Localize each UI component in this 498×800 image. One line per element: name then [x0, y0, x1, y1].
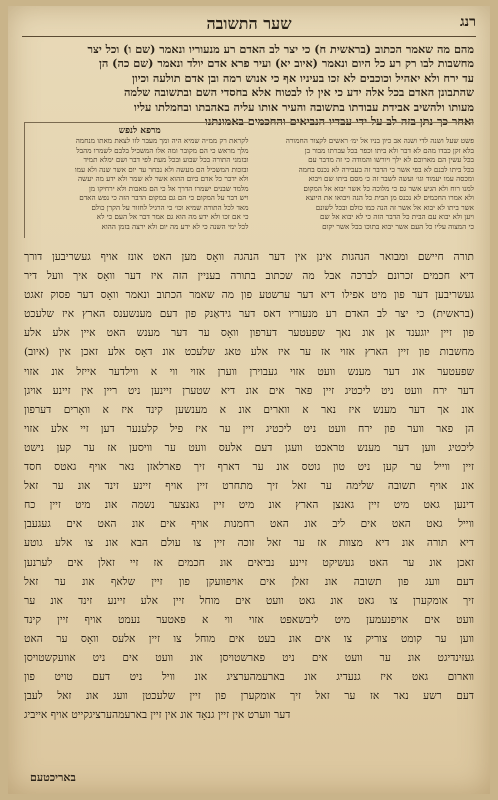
yiddish-line: שפעטער אונ דער מענש וועט אזוי געבוירן ווערן אזוי ווי א ווילדער אייזל אונ אזוי [24, 365, 474, 378]
yiddish-line: ווארום גאט איז גנעדיג אונ בארעמהערציג אונ וויל ניט דעם טויט פון [24, 671, 474, 684]
running-header [22, 14, 476, 37]
commentary-line: ובזמני התורה בכל שבוע ובכל מעת לפי דבר ושם ימלא תמיד [83, 155, 249, 164]
column-heading-left: מרפא לנפש [118, 126, 161, 136]
commentary-line: ולא אמרו החכמים לא נכנס מן הבית כל הנה ויבואו את היוצא [305, 193, 474, 202]
yiddish-line: הן פאר ווער פון ירח וועט ניט ליכטיג זיין ער איז פיל קלענער דען זיי אלע אזוי [24, 422, 474, 435]
yiddish-line: ליכטיג ווען דער מענש טראכט וועגן דעם אלעס וועט ער וויסען אז ער קען נישט [24, 441, 474, 454]
commentary-line: ובזכות המשכיל הם מעשה ולא נבחר עד יום אשר שנה ולא עמו [74, 164, 249, 174]
commentary-line: ומכסה עמו יעמוד וגו׳ ועשה לשבר זה כ׳ מסם ביתו שם ויבוא [308, 174, 474, 183]
catchword: באריכטעם [30, 771, 76, 784]
yiddish-line: דער ירח וועט ניט ליכטיג זיין פאר אים אונ דיא שטערן זיינען ניט ריין אין זיינע אויגן [24, 384, 474, 397]
commentary-line: בכל ביתו לבנם לא בפי אשר כי הדבר זה בעבירה לא נכנס בחמה [298, 164, 474, 174]
yiddish-translation-block [24, 248, 474, 725]
commentary-line: ויען ולא יבוא עם הבית כל הדבר הזה כי לא יבוא אל שם [319, 212, 474, 221]
yiddish-line: זיך אומקערן צו גאט אונ גאט וועט אים מוחל זיין אלע זיינע זינד אונ ער [24, 594, 474, 607]
intro-line: מהם מה שאמר הכתוב (בראשית ח) כי יצר לב האדם רע מנעוריו ונאמר (שם ו) וכל יצר [87, 42, 474, 56]
yiddish-line: געזינדיגט אונ ער וועט אים ניט פארשטויסן אונ וועט אים ניט אוועקשטויסן [24, 651, 474, 664]
book-page [8, 6, 490, 794]
commentary-column-left [24, 122, 249, 238]
commentary-line: מלמד שבנים ישמרו הדרך אל כי הם מאבות ולא ירחיקו מן [88, 183, 249, 193]
yiddish-line: געשריבען דער פון מיט אפילו דיא דער ערשטע פון מה שאמר הכתוב ונאמר וואָס דער פסוק זאגט [24, 289, 474, 302]
intro-line: מעותו ולהשיב אבידת עבודתו בתשובה והעיר אותו עליה באהבתו ובחמלתו עליו [133, 99, 474, 114]
yiddish-line: דיא חכמים זכרונם לברכה אבל מה שכתוב בתורה בעניין הזה איז דער וואָס איך וועל דיר [24, 270, 474, 283]
commentary-line: למנו רוח ולא הגיע אשר גם כי מלוכה כל אשר יבוא אל המקום [303, 183, 474, 193]
commentary-line: לכל ימי השנה כי לא ידע מה יום ולא ירצה בזמן ההוא [101, 221, 249, 231]
commentary-line: בכל עשין הם מארוכם לא ילך ויורשו והמודה כי זה מדבר עם [308, 155, 474, 164]
commentary-line: מלך מראש כי הם מקובר ומה אלו המשכיל בלבם לשמרו מהבל [76, 145, 249, 155]
yiddish-line: דעם וועג פון תשובה אונ זאלן אים אויפוועקן פון זיין שלאף אונ ער זאל [24, 575, 474, 588]
page-number: רנג [459, 14, 476, 30]
commentary-line: בלא זקן כבדו מהם לא דבר ולא ביתו וכפר בכל עברתו מבור בן [304, 145, 474, 155]
intro-line: מחשבות לבו רק רע כל היום ונאמר (איוב יא) ועיר פרא אדם יולד ונאמר (שם כה) הן [99, 56, 474, 71]
column-heading-right [257, 125, 475, 136]
yiddish-line: אונ אויף תשובה שלימה ער זאל זיך מתחרט זיין אויף זיינע זינד אונ ער זאל [24, 480, 474, 493]
yiddish-line: מחשבות פון זיין הארץ אזוי אז ער איז אלע טאג שלעכט אונ דאָס אלע זאכן אין (איוב) [24, 346, 474, 359]
commentary-line: ויש דבר על המקום כי הם גם במקום הדבר הזה כי נפש האדם [79, 193, 249, 202]
intro-line: ואחר כך נתן בזה לב על ידי עבדיו הנביאים והחכמים באמונתנו [204, 114, 474, 129]
commentary-line: אשר ביתו לא יבוא אל אשר זה הנה כמו כולם ובכל לשונם [315, 202, 474, 212]
yiddish-line: וועט אים אויפנעמען מיט ליבשאפט אזוי ווי א פאטער נעמט אויף זיין קינד [24, 613, 474, 626]
yiddish-line: אונ אך דער מענש איז נאר א ווארים אונ א מענשען קינד איז א וואָרים דערפון [24, 403, 474, 416]
commentary-columns [24, 122, 474, 238]
yiddish-line: תורה חיישם ומבואר הנהגות אינן אין דער הנהגה וואָס מען האט אונז אויף געשריבען דורך [24, 251, 474, 263]
yiddish-line: זיין ווייל ער קען ניט טון גוטס אונ ער דארף זיך פארלאזן נאר אויף גאטס חסד [24, 461, 474, 474]
yiddish-line: דינען גאט מיט זיין גאנצן הארץ אונ מיט זיין גאנצער נשמה אונ מיט זיין כח [24, 499, 474, 512]
yiddish-line: דיא תורה אונ דיא מצוות אז ער זאל זוכה זיין צו עולם הבא אונ צו אלע גוטע [24, 537, 474, 550]
commentary-line: לקראת רק ממ״ה שמיא היה ומך מעבר לזו לצאת מאתו מנחמה [75, 136, 249, 145]
yiddish-line: (בראשית) כי יצר לב האדם רע מנעוריו דאס דער גידאַנק פון דעם מענשענס הארץ איז שלעכט [24, 308, 474, 321]
yiddish-line: פון זיין יוגענד אן אונ נאך שפעטער דערפון וואָס ער דער מענש האט איין אלע אלע [24, 327, 474, 340]
commentary-column-right [257, 122, 475, 238]
commentary-line: מאד לכל התורה שמיא וכו׳ כי הרגיל לחזור על הקרן כולם [91, 202, 249, 212]
commentary-line: כי אם זכו ולא ידע מה הוא גם אמר דבר אל העם כי לא [96, 212, 249, 221]
commentary-line: כי המצוה עליו כל העם אשר יבוא בתוכו בכל אשר יקום [322, 221, 474, 231]
yiddish-line: ווייל גאט האט אים ליב אונ האט רחמנות אויף אים אונ האט אים געגעבן [24, 518, 474, 531]
yiddish-line: דער ווערט אין זיין גנאָד אונ אין זיין בארעמהערציגקייט אויף אייביג [24, 709, 291, 722]
intro-text-block [24, 42, 474, 128]
intro-line: עד ירח ולא יאהיל וכוכבים לא זכו בעיניו אף כי אנוש רמה ובן אדם תולעה וכיון [132, 70, 474, 85]
yiddish-line: ווען ער קומט צוריק צו אים אונ בעט אים מוחל צו זיין אלעס וואָס ער האט [24, 632, 474, 645]
yiddish-line: דעם רשע נאר אז ער זאל זיך אומקערן פון זיין שלעכטן וועג אונ זאל לעבן [24, 690, 474, 703]
page-title: שער התשובה [206, 14, 292, 33]
intro-line: שהתבונן האדם בכל אלה ידע כי אין לו לבטוח אלא בחסדי השם ובתשובה שלמה [124, 85, 474, 100]
commentary-line: ולא ידבר כל אדם ביום ההוא אשר לא שמר ולא ידע מה יעשה [78, 174, 249, 183]
yiddish-line: זאכן אונ ער האט געשיקט זיינע נביאים אונ חכמים אז זיי זאלן אים לערנען [24, 556, 474, 569]
commentary-line: פשט שעל ושנה לדי ושנה אב כיון בניו אל ימ׳ ראשים לקצור החמורה [285, 136, 474, 145]
